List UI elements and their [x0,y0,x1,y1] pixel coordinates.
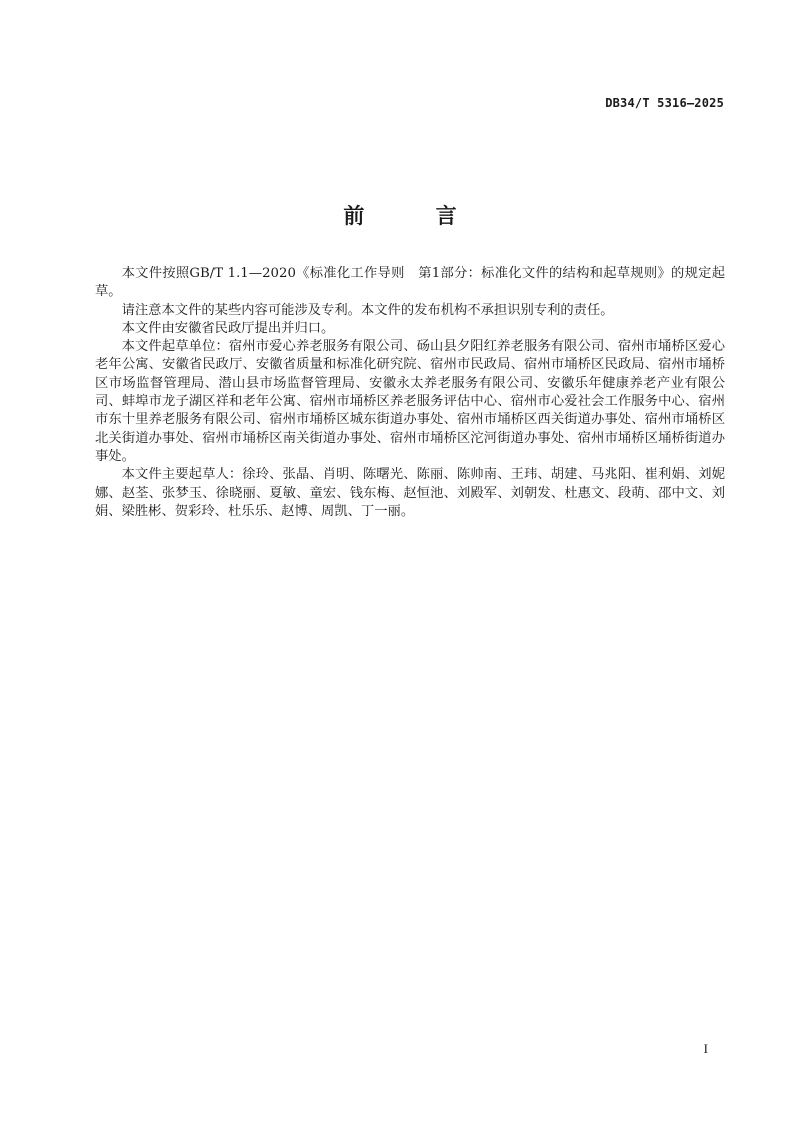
paragraph-drafting-units: 本文件起草单位：宿州市爱心养老服务有限公司、砀山县夕阳红养老服务有限公司、宿州市埇桥区爱心老年公寓、安徽省民政厅、安徽省质量和标准化研究院、宿州市民政局、宿州市埇桥区民政局、宿州市埇桥区市场监督管理局、潜山县市场监督管理局、安徽永太养老服务有限公司、安徽乐年健康养老产业有限公司、蚌埠市龙子湖区祥和老年公寓、宿州市埇桥区养老服务评估中心、宿州市心爱社会工作服务中心、宿州市东十里养老服务有限公司、宿州市埇桥区城东街道办事处、宿州市埇桥区西关街道办事处、宿州市埇桥区北关街道办事处、宿州市埇桥区南关街道办事处、宿州市埇桥区沱河街道办事处、宿州市埇桥区埇桥街道办事处。 [95,339,725,464]
foreword-body [95,265,725,521]
paragraph-drafting-rules: 本文件按照GB/T 1.1—2020《标准化工作导则 第1部分：标准化文件的结构和起草规则》的规定起草。 [95,266,725,300]
document-code: DB34/T 5316—2025 [605,96,724,110]
paragraph-drafters: 本文件主要起草人：徐玲、张晶、肖明、陈曙光、陈丽、陈帅南、王玮、胡建、马兆阳、崔利娟、刘妮娜、赵荃、张梦玉、徐晓丽、夏敏、童宏、钱东梅、赵恒池、刘殿军、刘朝发、杜惠文、段萌、邵中文、刘娟、梁胜彬、贺彩玲、杜乐乐、赵博、周凯、丁一丽。 [95,467,725,519]
paragraph-patent-notice: 请注意本文件的某些内容可能涉及专利。本文件的发布机构不承担识别专利的责任。 [121,302,614,318]
section-title: 前 言 [343,204,489,228]
paragraph-proposer: 本文件由安徽省民政厅提出并归口。 [121,320,335,336]
page-number: I [703,1041,708,1056]
